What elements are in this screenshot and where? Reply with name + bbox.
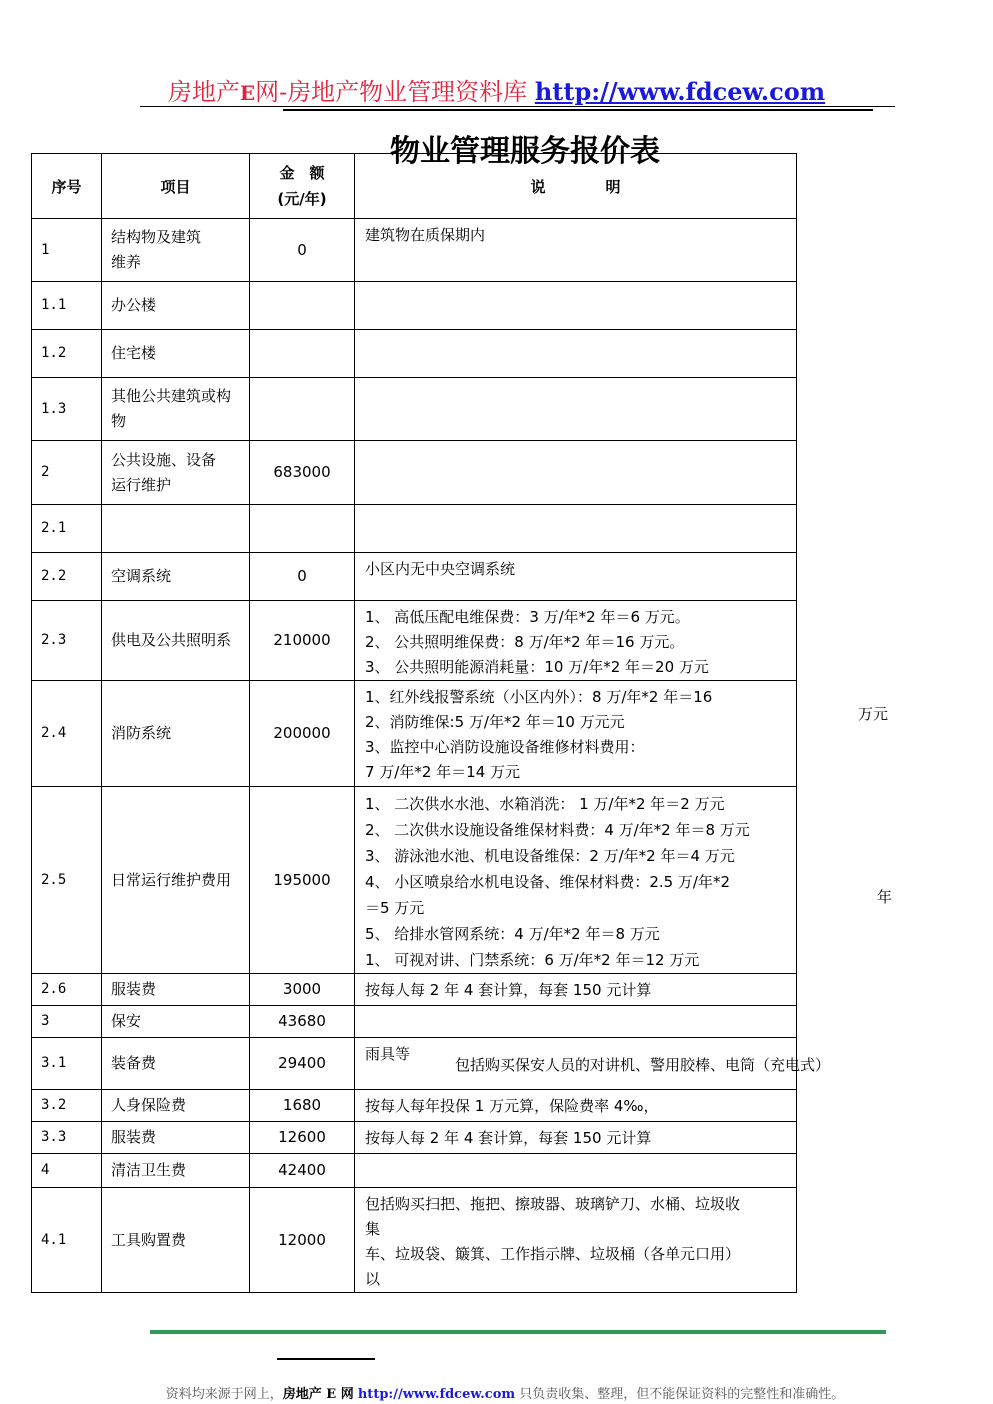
row-amount (250, 330, 355, 378)
table-row (32, 1006, 797, 1038)
row-amount: 3000 (250, 974, 355, 1006)
desc-line: 3、 公共照明能源消耗量：10 万/年*2 年＝20 万元 (365, 658, 709, 676)
row-amount: 0 (250, 219, 355, 282)
row-item (102, 1188, 250, 1293)
item-line: 供电及公共照明系 (111, 631, 232, 649)
desc-line: 1、 二次供水水池、水箱消洗： 1 万/年*2 年＝2 万元 (365, 795, 725, 813)
equip-desc-overflow: 包括购买保安人员的对讲机、警用胶棒、电筒（充电式） (455, 1056, 831, 1074)
row-number: 3 (32, 1006, 102, 1038)
table-row (32, 330, 797, 378)
row-amount (250, 282, 355, 330)
row-description (355, 441, 797, 505)
table-row (32, 378, 797, 441)
row-description (355, 1090, 797, 1122)
site-name: 房地产E网-房地产物业管理资料库 (167, 78, 528, 106)
header-amount-unit: (元/年) (277, 190, 327, 208)
row-amount (250, 505, 355, 553)
header-desc: 说 明 (355, 154, 797, 219)
item-line: 服装费 (111, 980, 157, 998)
row-item (102, 601, 250, 681)
row-amount: 210000 (250, 601, 355, 681)
footer-prefix: 资料均来源于网上， (165, 1387, 283, 1402)
row-description (355, 1006, 797, 1038)
table-header-row (32, 154, 797, 219)
doc-title: 物业管理服务报价表 (390, 134, 660, 169)
header-amount (250, 154, 355, 219)
table-row (32, 1188, 797, 1293)
side-note-nian: 年 (877, 888, 893, 906)
row-number: 2.5 (32, 787, 102, 974)
table-row (32, 787, 797, 974)
row-amount: 29400 (250, 1038, 355, 1090)
footer-url-link[interactable]: http://www.fdcew.com (357, 1387, 516, 1402)
row-amount (250, 378, 355, 441)
desc-line: 按每人每 2 年 4 套计算，每套 150 元计算 (365, 981, 652, 999)
item-line: 运行维护 (111, 475, 172, 494)
item-line: 空调系统 (111, 567, 172, 585)
row-item (102, 441, 250, 505)
row-amount: 0 (250, 553, 355, 601)
row-number: 2.6 (32, 974, 102, 1006)
table-row (32, 974, 797, 1006)
table-row (32, 601, 797, 681)
desc-line: 包括购买扫把、拖把、擦玻器、玻璃铲刀、水桶、垃圾收 (365, 1195, 741, 1213)
header-rule-thick (283, 109, 873, 111)
item-line: 消防系统 (111, 724, 172, 742)
item-line: 人身保险费 (111, 1096, 187, 1114)
row-description (355, 505, 797, 553)
desc-line: 7 万/年*2 年＝14 万元 (365, 763, 521, 781)
desc-line: 建筑物在质保期内 (365, 226, 486, 244)
row-number: 1.1 (32, 282, 102, 330)
footer-suffix: 只负责收集、整理，但不能保证资料的完整性和准确性。 (515, 1387, 845, 1402)
header-item: 项目 (102, 154, 250, 219)
desc-line: ＝5 万元 (365, 899, 425, 917)
row-amount: 195000 (250, 787, 355, 974)
side-note-wanyuan: 万元 (858, 705, 889, 723)
table-row (32, 1090, 797, 1122)
row-item (102, 330, 250, 378)
footer (0, 1383, 993, 1402)
desc-line: 按每人每 2 年 4 套计算，每套 150 元计算 (365, 1129, 652, 1147)
item-line: 物 (111, 412, 127, 430)
row-item (102, 1122, 250, 1154)
desc-line: 1、 高低压配电维保费：3 万/年*2 年＝6 万元。 (365, 608, 690, 626)
item-line: 清洁卫生费 (111, 1161, 187, 1179)
row-amount: 12000 (250, 1188, 355, 1293)
row-number: 2 (32, 441, 102, 505)
row-number: 2.1 (32, 505, 102, 553)
site-url-link[interactable]: http://www.fdcew.com (534, 77, 826, 106)
row-item (102, 219, 250, 282)
row-description (355, 681, 797, 787)
row-description (355, 378, 797, 441)
desc-line: 小区内无中央空调系统 (365, 560, 516, 578)
row-number: 3.2 (32, 1090, 102, 1122)
desc-line: 1、 可视对讲、门禁系统：6 万/年*2 年＝12 万元 (365, 951, 700, 969)
row-number: 3.3 (32, 1122, 102, 1154)
desc-line: 按每人每年投保 1 万元算，保险费率 4‰， (365, 1097, 659, 1115)
desc-line: 5、 给排水管网系统：4 万/年*2 年＝8 万元 (365, 925, 660, 943)
row-number: 1 (32, 219, 102, 282)
header-rule (140, 106, 895, 107)
row-amount: 43680 (250, 1006, 355, 1038)
table-row (32, 681, 797, 787)
row-number: 1.3 (32, 378, 102, 441)
item-line: 结构物及建筑 (111, 228, 202, 246)
row-item (102, 505, 250, 553)
desc-line: 3、监控中心消防设施设备维修材料费用： (365, 738, 645, 756)
row-item (102, 974, 250, 1006)
item-line: 公共设施、设备 (111, 450, 217, 469)
footer-rule (150, 1330, 886, 1334)
item-line: 装备费 (111, 1054, 157, 1072)
row-item (102, 787, 250, 974)
item-line: 日常运行维护费用 (111, 870, 232, 889)
row-description (355, 1154, 797, 1188)
row-amount: 42400 (250, 1154, 355, 1188)
item-line: 维养 (111, 253, 142, 271)
row-number: 3.1 (32, 1038, 102, 1090)
row-description (355, 601, 797, 681)
desc-line: 4、 小区喷泉给水机电设备、维保材料费：2.5 万/年*2 (365, 873, 731, 891)
desc-line: 雨具等 (365, 1045, 411, 1063)
row-amount: 200000 (250, 681, 355, 787)
row-item (102, 378, 250, 441)
row-item (102, 681, 250, 787)
header-no: 序号 (32, 154, 102, 219)
row-description (355, 787, 797, 974)
item-line: 保安 (111, 1012, 142, 1030)
row-number: 2.3 (32, 601, 102, 681)
row-item (102, 553, 250, 601)
row-number: 1.2 (32, 330, 102, 378)
desc-line: 2、 二次供水设施设备维保材料费：4 万/年*2 年＝8 万元 (365, 821, 750, 839)
row-description (355, 974, 797, 1006)
row-description (355, 282, 797, 330)
header-amount-label: 金 额 (279, 164, 325, 182)
row-amount: 12600 (250, 1122, 355, 1154)
table-row (32, 553, 797, 601)
row-number: 4.1 (32, 1188, 102, 1293)
row-item (102, 282, 250, 330)
row-description (355, 1188, 797, 1293)
row-number: 2.2 (32, 553, 102, 601)
row-number: 4 (32, 1154, 102, 1188)
desc-line: 车、垃圾袋、簸箕、工作指示牌、垃圾桶（各单元口用） (365, 1245, 741, 1263)
table-row (32, 1122, 797, 1154)
item-line: 办公楼 (111, 296, 157, 314)
footer-site: 房地产 E 网 (282, 1387, 354, 1402)
table-row (32, 219, 797, 282)
table-row (32, 282, 797, 330)
item-line: 工具购置费 (111, 1230, 187, 1249)
footer-mark (277, 1358, 375, 1360)
row-amount: 683000 (250, 441, 355, 505)
table-row (32, 505, 797, 553)
row-item (102, 1006, 250, 1038)
desc-line: 1、红外线报警系统（小区内外）：8 万/年*2 年＝16 (365, 688, 713, 706)
table-row (32, 441, 797, 505)
table-row (32, 1154, 797, 1188)
desc-line: 以 (365, 1270, 381, 1288)
desc-line: 集 (365, 1220, 381, 1238)
site-header (0, 72, 993, 107)
item-line: 服装费 (111, 1128, 157, 1146)
row-description (355, 553, 797, 601)
row-description (355, 1122, 797, 1154)
row-description (355, 219, 797, 282)
row-description (355, 330, 797, 378)
desc-line: 2、消防维保:5 万/年*2 年＝10 万元元 (365, 713, 625, 731)
row-item (102, 1154, 250, 1188)
row-item (102, 1090, 250, 1122)
desc-line: 2、 公共照明维保费：8 万/年*2 年＝16 万元。 (365, 633, 685, 651)
item-line: 其他公共建筑或构 (111, 387, 232, 405)
row-item (102, 1038, 250, 1090)
row-amount: 1680 (250, 1090, 355, 1122)
row-number: 2.4 (32, 681, 102, 787)
price-table (31, 153, 797, 1293)
desc-line: 3、 游泳池水池、机电设备维保：2 万/年*2 年＝4 万元 (365, 847, 735, 865)
item-line: 住宅楼 (111, 344, 157, 362)
